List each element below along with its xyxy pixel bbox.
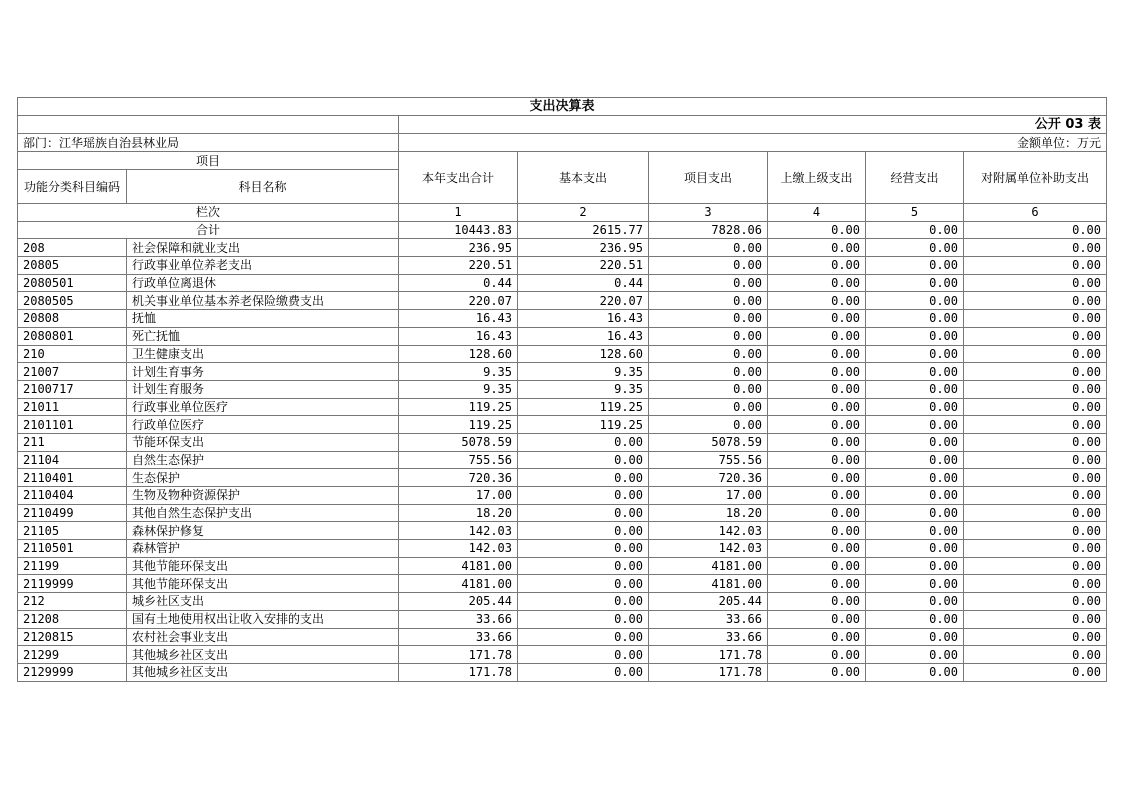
subject-code: 2080505 [18,292,127,310]
amount-cell: 0.00 [866,487,964,505]
table-body [18,239,1107,681]
expenditure-final-accounts-sheet [17,97,1106,682]
amount-cell: 0.00 [768,575,866,593]
subject-name: 森林管护 [127,540,399,558]
table-row [18,557,1107,575]
amount-cell: 0.00 [964,504,1107,522]
header-code: 功能分类科目编码 [18,170,127,204]
column-index: 1 [399,204,518,222]
amount-cell: 0.00 [649,416,768,434]
amount-cell: 171.78 [399,646,518,664]
amount-cell: 119.25 [518,416,649,434]
amount-cell: 0.00 [866,575,964,593]
amount-cell: 0.00 [866,257,964,275]
amount-cell: 0.00 [866,504,964,522]
total-value: 7828.06 [649,221,768,239]
amount-cell: 0.00 [964,363,1107,381]
amount-cell: 0.00 [866,522,964,540]
amount-cell: 0.00 [768,504,866,522]
title-spacer-left [18,116,399,134]
table-row [18,540,1107,558]
header-business: 经营支出 [866,152,964,204]
amount-cell: 9.35 [399,380,518,398]
amount-cell: 0.00 [866,327,964,345]
subject-name: 行政单位医疗 [127,416,399,434]
subject-code: 21208 [18,610,127,628]
subject-code: 21011 [18,398,127,416]
subject-code: 210 [18,345,127,363]
department-label: 部门：江华瑶族自治县林业局 [18,134,399,152]
subject-name: 其他节能环保支出 [127,557,399,575]
amount-cell: 0.00 [768,593,866,611]
subject-code: 211 [18,433,127,451]
subject-code: 2100717 [18,380,127,398]
header-name: 科目名称 [127,170,399,204]
amount-cell: 0.00 [768,628,866,646]
amount-cell: 0.00 [866,540,964,558]
subject-name: 其他自然生态保护支出 [127,504,399,522]
subject-name: 其他城乡社区支出 [127,646,399,664]
amount-cell: 220.07 [518,292,649,310]
table-row [18,345,1107,363]
amount-cell: 0.00 [964,239,1107,257]
table-row [18,663,1107,681]
amount-cell: 0.00 [964,398,1107,416]
table-row [18,628,1107,646]
amount-cell: 0.00 [649,398,768,416]
amount-cell: 171.78 [649,663,768,681]
amount-cell: 220.51 [399,257,518,275]
amount-cell: 0.00 [649,380,768,398]
amount-cell: 0.00 [866,557,964,575]
amount-cell: 220.07 [399,292,518,310]
subject-code: 2110501 [18,540,127,558]
amount-cell: 0.00 [768,663,866,681]
table-row [18,363,1107,381]
table-row [18,487,1107,505]
amount-cell: 0.00 [964,292,1107,310]
amount-cell: 0.00 [768,646,866,664]
subject-code: 20805 [18,257,127,275]
amount-cell: 171.78 [649,646,768,664]
amount-cell: 0.00 [649,327,768,345]
amount-cell: 0.00 [768,380,866,398]
amount-cell: 0.00 [768,540,866,558]
amount-cell: 16.43 [399,327,518,345]
amount-cell: 0.00 [768,451,866,469]
subject-code: 21104 [18,451,127,469]
subject-name: 行政单位离退休 [127,274,399,292]
amount-cell: 142.03 [649,522,768,540]
subject-name: 森林保护修复 [127,522,399,540]
subject-code: 2101101 [18,416,127,434]
subject-name: 社会保障和就业支出 [127,239,399,257]
amount-cell: 0.00 [964,646,1107,664]
subject-name: 计划生育服务 [127,380,399,398]
amount-cell: 0.00 [518,557,649,575]
subject-name: 自然生态保护 [127,451,399,469]
amount-cell: 0.00 [866,310,964,328]
table-row [18,522,1107,540]
amount-cell: 0.00 [964,327,1107,345]
total-value: 0.00 [964,221,1107,239]
table-row [18,327,1107,345]
subject-name: 死亡抚恤 [127,327,399,345]
column-index: 4 [768,204,866,222]
table-row [18,593,1107,611]
amount-cell: 0.00 [964,522,1107,540]
table-row [18,416,1107,434]
subject-code: 2110499 [18,504,127,522]
subject-name: 抚恤 [127,310,399,328]
amount-cell: 0.00 [964,380,1107,398]
amount-cell: 0.00 [768,257,866,275]
amount-cell: 205.44 [399,593,518,611]
amount-cell: 0.00 [866,274,964,292]
column-index: 6 [964,204,1107,222]
amount-cell: 142.03 [399,540,518,558]
amount-cell: 236.95 [518,239,649,257]
amount-cell: 0.00 [866,469,964,487]
amount-cell: 0.00 [518,540,649,558]
amount-cell: 18.20 [399,504,518,522]
amount-cell: 0.00 [866,239,964,257]
amount-cell: 4181.00 [399,575,518,593]
amount-cell: 4181.00 [649,575,768,593]
table-row [18,274,1107,292]
table-row [18,575,1107,593]
amount-cell: 0.00 [866,416,964,434]
table-row [18,398,1107,416]
amount-cell: 142.03 [649,540,768,558]
subject-code: 21105 [18,522,127,540]
subject-code: 2120815 [18,628,127,646]
subject-code: 21199 [18,557,127,575]
amount-cell: 0.00 [518,610,649,628]
amount-cell: 0.00 [866,663,964,681]
amount-cell: 0.00 [649,345,768,363]
subject-code: 21007 [18,363,127,381]
header-item: 项目 [18,152,399,170]
amount-cell: 9.35 [518,380,649,398]
amount-cell: 0.44 [518,274,649,292]
amount-cell: 33.66 [399,610,518,628]
expenditure-table [17,97,1107,682]
amount-cell: 0.00 [768,557,866,575]
amount-cell: 5078.59 [399,433,518,451]
amount-cell: 33.66 [649,610,768,628]
column-index-label: 栏次 [18,204,399,222]
amount-cell: 0.00 [518,522,649,540]
amount-cell: 755.56 [399,451,518,469]
amount-cell: 128.60 [518,345,649,363]
subject-name: 机关事业单位基本养老保险缴费支出 [127,292,399,310]
amount-cell: 0.00 [964,540,1107,558]
amount-cell: 0.00 [768,327,866,345]
subject-name: 其他节能环保支出 [127,575,399,593]
header-subsidy: 对附属单位补助支出 [964,152,1107,204]
amount-cell: 0.00 [649,257,768,275]
header-total: 本年支出合计 [399,152,518,204]
subject-name: 生物及物种资源保护 [127,487,399,505]
amount-cell: 0.00 [964,628,1107,646]
amount-cell: 0.00 [866,345,964,363]
subject-code: 2110401 [18,469,127,487]
amount-cell: 0.00 [768,416,866,434]
total-value: 2615.77 [518,221,649,239]
subject-name: 农村社会事业支出 [127,628,399,646]
amount-cell: 0.00 [649,310,768,328]
amount-cell: 0.00 [518,628,649,646]
amount-cell: 9.35 [399,363,518,381]
amount-cell: 755.56 [649,451,768,469]
amount-cell: 0.00 [964,310,1107,328]
amount-cell: 0.00 [866,628,964,646]
amount-cell: 220.51 [518,257,649,275]
total-value: 0.00 [768,221,866,239]
amount-cell: 0.00 [964,469,1107,487]
subject-name: 行政事业单位养老支出 [127,257,399,275]
table-row [18,451,1107,469]
amount-cell: 0.00 [768,469,866,487]
header-project: 项目支出 [649,152,768,204]
subject-name: 其他城乡社区支出 [127,663,399,681]
total-value: 0.00 [866,221,964,239]
amount-cell: 0.00 [866,380,964,398]
subject-code: 208 [18,239,127,257]
subject-code: 2080501 [18,274,127,292]
total-value: 10443.83 [399,221,518,239]
amount-cell: 0.00 [964,416,1107,434]
table-row [18,610,1107,628]
amount-cell: 0.00 [768,522,866,540]
amount-cell: 142.03 [399,522,518,540]
amount-cell: 0.00 [768,239,866,257]
header-basic: 基本支出 [518,152,649,204]
amount-cell: 0.44 [399,274,518,292]
unit-label: 金额单位：万元 [399,134,1107,152]
table-row [18,433,1107,451]
subject-name: 计划生育事务 [127,363,399,381]
table-row [18,310,1107,328]
amount-cell: 0.00 [866,646,964,664]
subject-name: 卫生健康支出 [127,345,399,363]
column-index: 2 [518,204,649,222]
amount-cell: 0.00 [768,433,866,451]
amount-cell: 0.00 [964,274,1107,292]
amount-cell: 0.00 [964,451,1107,469]
amount-cell: 0.00 [866,363,964,381]
amount-cell: 18.20 [649,504,768,522]
amount-cell: 0.00 [518,646,649,664]
amount-cell: 0.00 [866,398,964,416]
amount-cell: 128.60 [399,345,518,363]
subject-code: 21299 [18,646,127,664]
amount-cell: 171.78 [399,663,518,681]
table-row [18,292,1107,310]
amount-cell: 720.36 [649,469,768,487]
amount-cell: 205.44 [649,593,768,611]
amount-cell: 0.00 [964,575,1107,593]
amount-cell: 0.00 [964,433,1107,451]
table-number: 公开 03 表 [399,116,1107,134]
header-superior: 上缴上级支出 [768,152,866,204]
subject-code: 2129999 [18,663,127,681]
amount-cell: 0.00 [866,593,964,611]
amount-cell: 0.00 [964,663,1107,681]
amount-cell: 0.00 [649,274,768,292]
subject-code: 20808 [18,310,127,328]
amount-cell: 4181.00 [399,557,518,575]
amount-cell: 0.00 [964,257,1107,275]
subject-name: 节能环保支出 [127,433,399,451]
amount-cell: 0.00 [964,610,1107,628]
amount-cell: 33.66 [399,628,518,646]
subject-code: 212 [18,593,127,611]
table-row [18,504,1107,522]
amount-cell: 0.00 [518,487,649,505]
amount-cell: 0.00 [518,575,649,593]
amount-cell: 0.00 [518,663,649,681]
table-row [18,646,1107,664]
subject-name: 行政事业单位医疗 [127,398,399,416]
table-title: 支出决算表 [18,98,1107,116]
table-row [18,380,1107,398]
subject-name: 国有土地使用权出让收入安排的支出 [127,610,399,628]
amount-cell: 16.43 [518,327,649,345]
amount-cell: 0.00 [866,610,964,628]
amount-cell: 17.00 [399,487,518,505]
amount-cell: 0.00 [768,610,866,628]
subject-code: 2110404 [18,487,127,505]
total-row-label: 合计 [18,221,399,239]
amount-cell: 119.25 [518,398,649,416]
amount-cell: 0.00 [866,451,964,469]
table-row [18,469,1107,487]
amount-cell: 16.43 [518,310,649,328]
amount-cell: 0.00 [518,504,649,522]
amount-cell: 0.00 [518,469,649,487]
amount-cell: 9.35 [518,363,649,381]
subject-code: 2119999 [18,575,127,593]
amount-cell: 0.00 [649,363,768,381]
column-index: 3 [649,204,768,222]
amount-cell: 4181.00 [649,557,768,575]
amount-cell: 0.00 [866,292,964,310]
amount-cell: 0.00 [649,292,768,310]
subject-name: 城乡社区支出 [127,593,399,611]
column-index: 5 [866,204,964,222]
subject-name: 生态保护 [127,469,399,487]
amount-cell: 0.00 [964,593,1107,611]
amount-cell: 119.25 [399,398,518,416]
amount-cell: 0.00 [866,433,964,451]
table-row [18,257,1107,275]
amount-cell: 0.00 [768,310,866,328]
amount-cell: 0.00 [768,363,866,381]
table-row [18,239,1107,257]
amount-cell: 0.00 [518,433,649,451]
amount-cell: 0.00 [768,487,866,505]
amount-cell: 0.00 [768,274,866,292]
amount-cell: 720.36 [399,469,518,487]
amount-cell: 5078.59 [649,433,768,451]
amount-cell: 0.00 [964,487,1107,505]
amount-cell: 0.00 [768,345,866,363]
amount-cell: 0.00 [964,557,1107,575]
subject-code: 2080801 [18,327,127,345]
amount-cell: 0.00 [768,292,866,310]
amount-cell: 0.00 [649,239,768,257]
amount-cell: 16.43 [399,310,518,328]
amount-cell: 236.95 [399,239,518,257]
amount-cell: 119.25 [399,416,518,434]
amount-cell: 17.00 [649,487,768,505]
amount-cell: 0.00 [964,345,1107,363]
amount-cell: 33.66 [649,628,768,646]
amount-cell: 0.00 [518,451,649,469]
amount-cell: 0.00 [768,398,866,416]
amount-cell: 0.00 [518,593,649,611]
